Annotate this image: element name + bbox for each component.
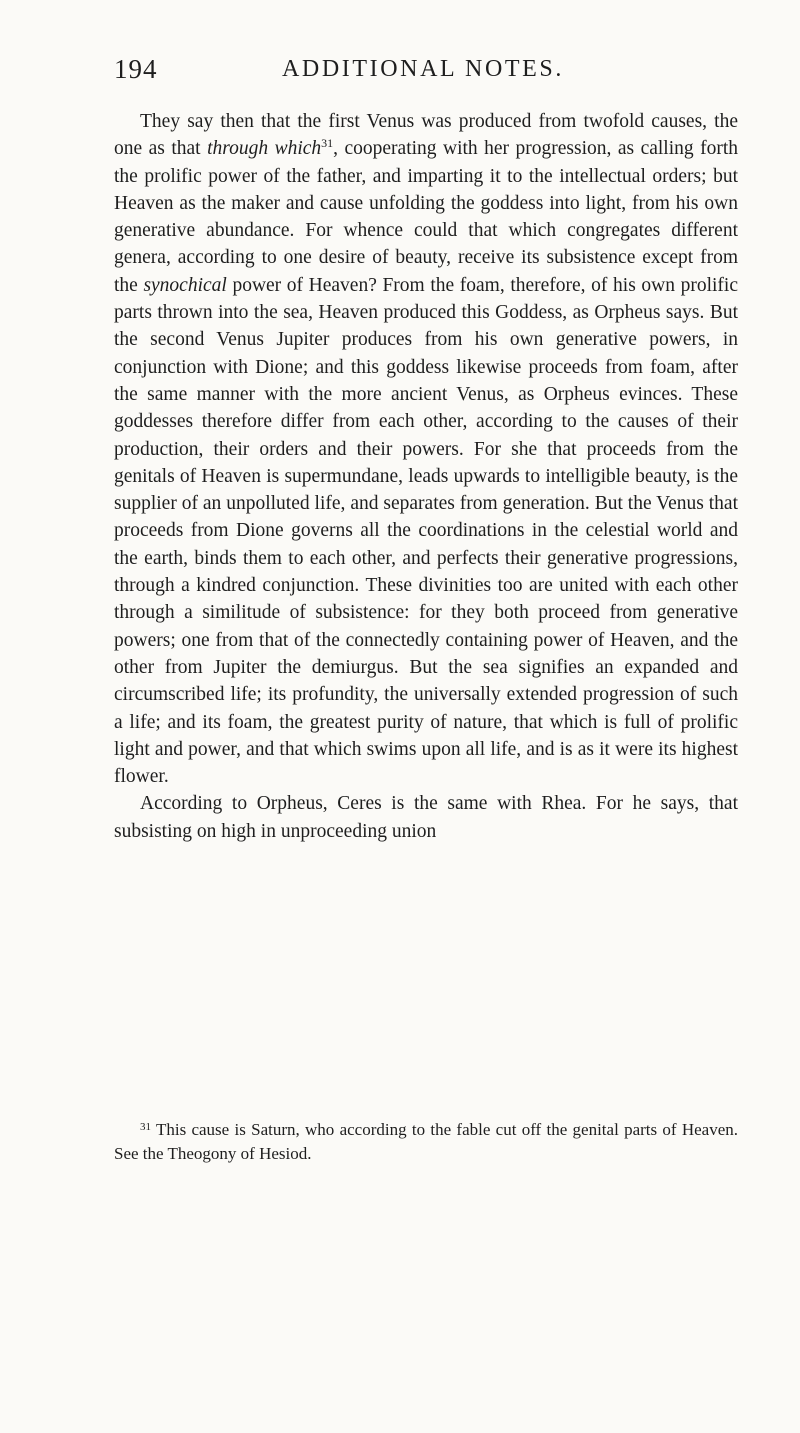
italic-word: synochical — [143, 274, 227, 296]
running-title: ADDITIONAL NOTES. — [282, 56, 564, 82]
paragraph-venus — [114, 108, 738, 790]
paragraph-text: , cooperating with her progression, as calling forth the prolific power of the father, and imparting it to the intellectual orders; but Heaven as the maker and cause unfolding the goddess into light, from his own generative abundance. For whence could that which congregates different genera, according to one desire of beauty, receive its subsistence except from the — [114, 138, 739, 296]
paragraph-ceres: According to Orpheus, Ceres is the same with Rhea. For he says, that subsisting on high in unproceeding union — [114, 793, 738, 842]
footnote-number: 31 — [140, 1121, 151, 1133]
footnote-reference: 31 — [321, 136, 334, 151]
body-text — [114, 108, 738, 845]
page-number: 194 — [114, 54, 158, 84]
paragraph-text: power of Heaven? From the foam, therefore, of his own prolific parts thrown into the sea, Heaven produced this Goddess, as Orpheus says. But the second Venus Jupiter produces from his own generative powers, in conjunction with Dione; and this goddess likewise proceeds from foam, after the same manner with the more ancient Venus, as Orpheus evinces. These goddesses therefore differ from each other, according to the causes of their production, their orders and their powers. For she that proceeds from the genitals of Heaven is supermundane, leads upwards to intelligible beauty, is the supplier of an unpolluted life, and separates from generation. But the Venus that proceeds from Dione governs all the coordinations in the celestial world and the earth, binds them to each other, and perfects their generative progressions, through a kindred conjunction. These divinities too are united with each other through a similitude of subsistence: for they both proceed from generative powers; one from that of the connectedly containing power of Heaven, and the other from Jupiter the demiurgus. But the sea signifies an expanded and circumscribed life; its profundity, the universally extended progression of such a life; and its foam, the greatest purity of nature, that which is full of prolific light and power, and that which swims upon all life, and is as it were its highest flower. — [114, 274, 738, 788]
footnote — [114, 1118, 738, 1166]
italic-phrase: through which — [207, 138, 322, 160]
footnote-text: This cause is Saturn, who according to the fable cut off the genital parts of Heaven. See the Theogony of Hesiod. — [114, 1120, 738, 1163]
page-header — [114, 54, 740, 94]
paragraph-text: They say then that the first Venus was produced from twofold causes, the one as that — [114, 111, 738, 160]
